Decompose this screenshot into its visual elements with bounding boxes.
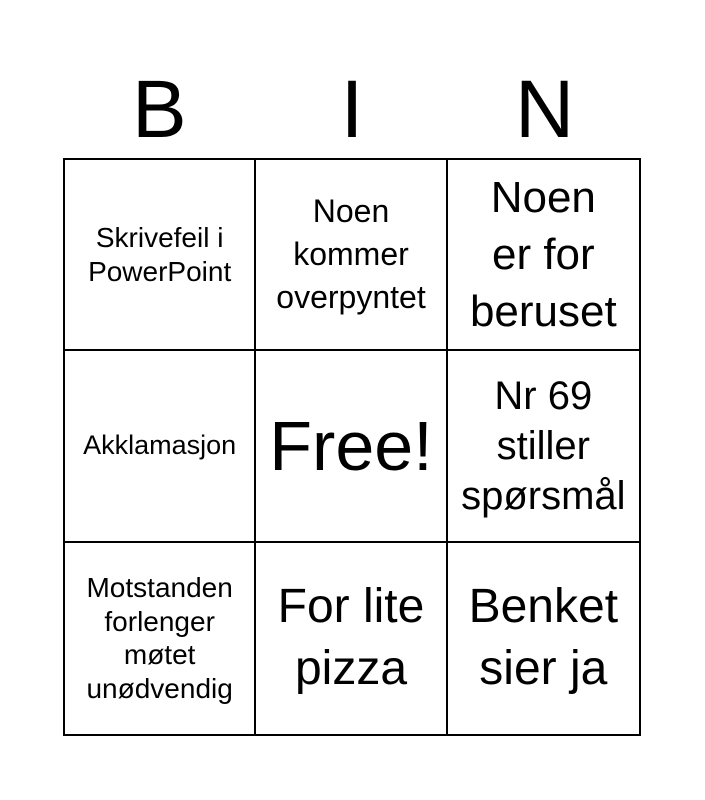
header-letter-i: I (340, 64, 364, 155)
bingo-cell-6[interactable] (448, 351, 639, 542)
bingo-cell-3[interactable] (448, 160, 639, 351)
header-letter-b: B (131, 64, 187, 155)
bingo-cell-7[interactable] (65, 543, 256, 734)
bingo-cell-8[interactable] (256, 543, 447, 734)
cell-text: For lite pizza (277, 579, 425, 696)
cell-text: Noen kommer overpyntet (276, 192, 426, 316)
cell-text: Free! (269, 406, 433, 485)
cell-text: Benket sier ja (468, 579, 619, 696)
bingo-cell-2[interactable] (256, 160, 447, 351)
cell-text: Motstanden forlenger møtet unødvendig (86, 572, 233, 704)
cell-text: Akklamasjon (83, 430, 237, 461)
cell-text: Skrivefeil i PowerPoint (88, 222, 232, 287)
cell-text: Nr 69 stiller spørsmål (461, 373, 626, 518)
bingo-card (63, 158, 641, 736)
bingo-cell-9[interactable] (448, 543, 639, 734)
header-letter-n: N (515, 64, 575, 155)
bingo-cell-free[interactable] (256, 351, 447, 542)
cell-text: Noen er for beruset (469, 172, 617, 337)
bingo-cell-1[interactable] (65, 160, 256, 351)
bingo-header (63, 62, 641, 158)
bingo-cell-4[interactable] (65, 351, 256, 542)
